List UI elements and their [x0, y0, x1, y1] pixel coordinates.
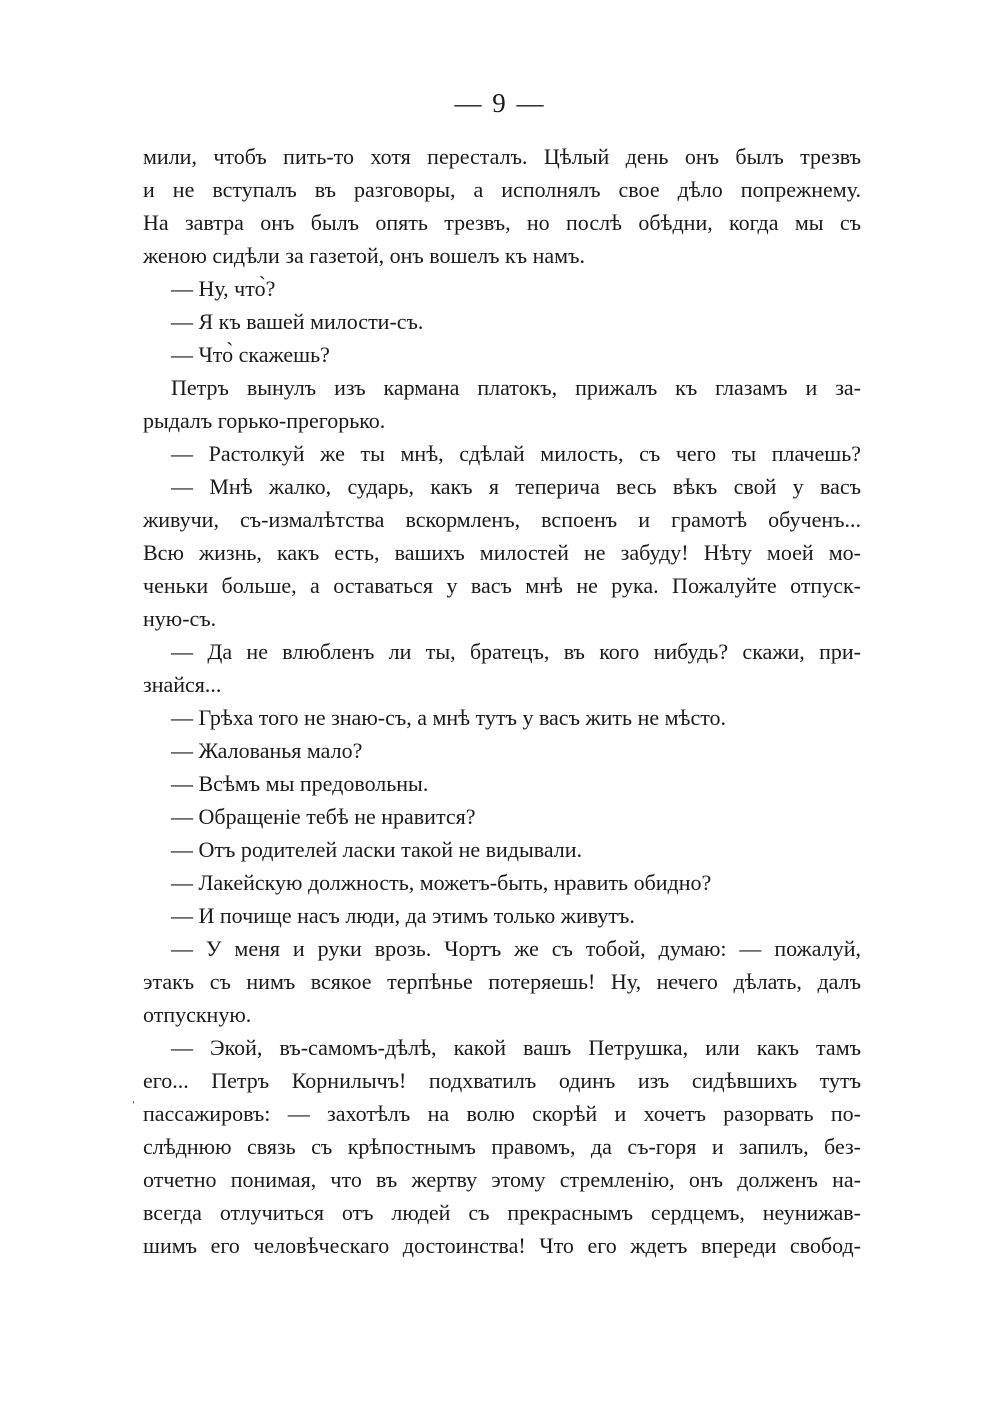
text-line: ченьки больше, а оставаться у васъ мнѣ не рука. Пожалуйте отпуск- [143, 573, 861, 598]
dialogue-line: — Обращеніе тебѣ не нравится? [171, 804, 476, 829]
text-line: этакъ съ нимъ всякое терпѣнье потеряешь! Ну, нечего дѣлать, далъ [143, 969, 861, 994]
stray-ink-mark: ˈ [131, 1100, 136, 1115]
dialogue-line: — Я къ вашей милости-съ. [171, 309, 424, 334]
dialogue-line: — И почище насъ люди, да этимъ только живутъ. [171, 903, 635, 928]
text-line: отчетно понимая, что въ жертву этому стремленію, онъ долженъ на- [143, 1167, 861, 1192]
body-text [143, 140, 861, 1262]
text-line: живучи, съ-измалѣтства вскормленъ, вспоенъ и грамотѣ обученъ... [143, 507, 861, 532]
dialogue-line: — Мнѣ жалко, сударь, какъ я теперича весь вѣкъ свой у васъ [171, 474, 861, 499]
text-line: ную-съ. [143, 606, 217, 631]
text-line: слѣднюю связь съ крѣпостнымъ правомъ, да съ-горя и запилъ, без- [143, 1134, 861, 1159]
text-line: Петръ вынулъ изъ кармана платокъ, прижалъ къ глазамъ и за- [171, 375, 861, 400]
text-line: всегда отлучиться отъ людей съ прекраснымъ сердцемъ, неунижав- [143, 1200, 861, 1225]
dialogue-line: — Жалованья мало? [171, 738, 363, 763]
text-line: женою сидѣли за газетой, онъ вошелъ къ намъ. [143, 243, 585, 268]
text-line: отпускную. [143, 1002, 252, 1027]
text-line: мили, чтобъ пить-то хотя пересталъ. Цѣлый день онъ былъ трезвъ [143, 144, 861, 169]
text-line: и не вступалъ въ разговоры, а исполнялъ свое дѣло попрежнему. [143, 177, 861, 202]
dialogue-line: — Экой, въ-самомъ-дѣлѣ, какой вашъ Петрушка, или какъ тамъ [171, 1035, 861, 1060]
dialogue-line: — Всѣмъ мы предовольны. [171, 771, 429, 796]
dialogue-line: — У меня и руки врозь. Чортъ же съ тобой, думаю: — пожалуй, [171, 936, 861, 961]
text-line: его... Петръ Корнилычъ! подхватилъ одинъ изъ сидѣвшихъ тутъ [143, 1068, 861, 1093]
dialogue-line: — Отъ родителей ласки такой не видывали. [171, 837, 583, 862]
dialogue-line: — Растолкуй же ты мнѣ, сдѣлай милость, съ чего ты плачешь? [171, 441, 861, 466]
dialogue-line: — Да не влюбленъ ли ты, братецъ, въ кого нибудь? скажи, при- [171, 639, 861, 664]
text-line: рыдалъ горько-прегорько. [143, 408, 386, 433]
text-line: Всю жизнь, какъ есть, вашихъ милостей не забуду! Нѣту моей мо- [143, 540, 861, 565]
dialogue-line: — Что̀ скажешь? [171, 342, 330, 367]
dialogue-line: — Лакейскую должность, можетъ-быть, нравить обидно? [171, 870, 712, 895]
page-number: — 9 — [454, 88, 546, 118]
text-line: На завтра онъ былъ опять трезвъ, но послѣ обѣдни, когда мы съ [143, 210, 861, 235]
dialogue-line: — Грѣха того не знаю-съ, а мнѣ тутъ у васъ жить не мѣсто. [171, 705, 727, 730]
text-line: пассажировъ: — захотѣлъ на волю скорѣй и хочетъ разорвать по- [143, 1101, 861, 1126]
text-line: знайся... [143, 672, 222, 697]
dialogue-line: — Ну, что̀? [171, 276, 276, 301]
text-line: шимъ его человѣческаго достоинства! Что его ждетъ впереди свобод- [143, 1233, 861, 1258]
